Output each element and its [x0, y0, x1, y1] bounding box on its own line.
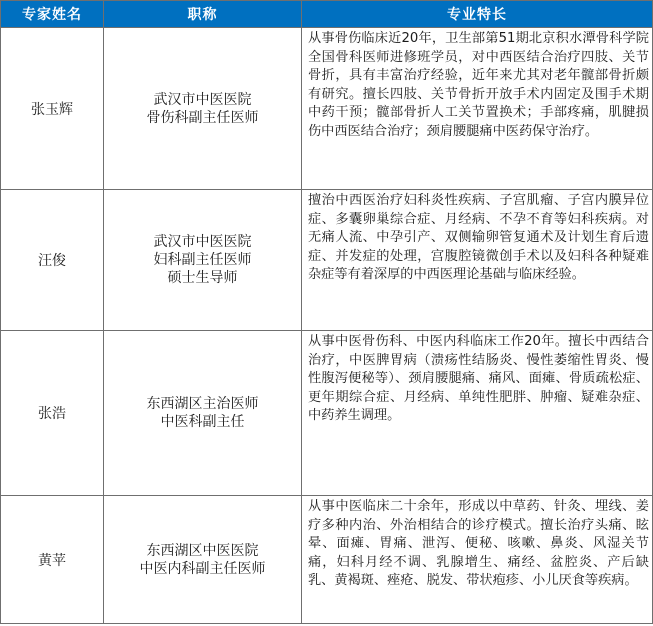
- title-line: 骨伤科副主任医师: [146, 109, 259, 126]
- expert-specialty: 从事骨伤临床近20年，卫生部第51期北京积水潭骨科学院全国骨科医师进修班学员，对中西医结合治疗四肢、关节骨折，具有丰富治疗经验，近年来尤其对老年髋部骨折颇有研究。擅长四肢、关节骨折开放手术内固定及围手术期中药干预；髋部骨折人工关节置换术；手部疼痛，肌腱损伤中西医结合治疗；颈肩腰腿痛中医药保守治疗。: [302, 28, 653, 190]
- expert-name: 黄苹: [1, 496, 104, 624]
- header-name: 专家姓名: [1, 1, 104, 28]
- expert-title: [104, 496, 302, 624]
- expert-specialty: 从事中医骨伤科、中医内科临床工作20年。擅长中西结合治疗，中医脾胃病（溃疡性结肠炎、慢性萎缩性胃炎、慢性腹泻便秘等）、颈肩腰腿痛、痛风、面瘫、骨质疏松症、更年期综合症、月经病、单纯性肥胖、肿瘤、疑难杂症、中药养生调理。: [302, 331, 653, 496]
- table-row: [1, 331, 653, 496]
- expert-name: 张浩: [1, 331, 104, 496]
- title-line: 妇科副主任医师: [153, 252, 252, 268]
- expert-title: [104, 28, 302, 190]
- expert-specialty: 擅治中西医治疗妇科炎性疾病、子宫肌瘤、子宫内膜异位症、多囊卵巢综合症、月经病、不孕不育等妇科疾病。对无痛人流、中孕引产、双侧输卵管复通术及计划生育后遗症、并发症的处理，宫腹腔镜微创手术以及妇科各种疑难杂症等有着深厚的中西医理论基础与临床经验。: [302, 190, 653, 331]
- expert-specialty: 从事中医临床二十余年，形成以中草药、针灸、埋线、姜疗多种内治、外治相结合的诊疗模式。擅长治疗头痛、眩晕、面瘫、胃痛、泄泻、便秘、咳嗽、鼻炎、风湿关节痛，妇科月经不调、乳腺增生、痛经、盆腔炎、产后缺乳、黄褐斑、痤疮、脱发、带状疱疹、小儿厌食等疾病。: [302, 496, 653, 624]
- header-specialty: 专业特长: [302, 1, 653, 28]
- expert-title: [104, 190, 302, 331]
- expert-name: 张玉辉: [1, 28, 104, 190]
- table-row: [1, 28, 653, 190]
- title-line: 硕士生导师: [167, 270, 238, 286]
- title-line: 中医内科副主任医师: [139, 560, 266, 577]
- title-line: 武汉市中医医院: [153, 91, 252, 108]
- title-line: 东西湖区中医医院: [146, 542, 259, 559]
- expert-name: 汪俊: [1, 190, 104, 331]
- title-line: 中医科副主任: [160, 414, 245, 430]
- header-row: [1, 1, 653, 28]
- header-title: 职称: [104, 1, 302, 28]
- table-row: [1, 190, 653, 331]
- title-line: 武汉市中医医院: [153, 234, 252, 250]
- expert-title: [104, 331, 302, 496]
- title-line: 东西湖区主治医师: [146, 396, 259, 412]
- table-row: [1, 496, 653, 624]
